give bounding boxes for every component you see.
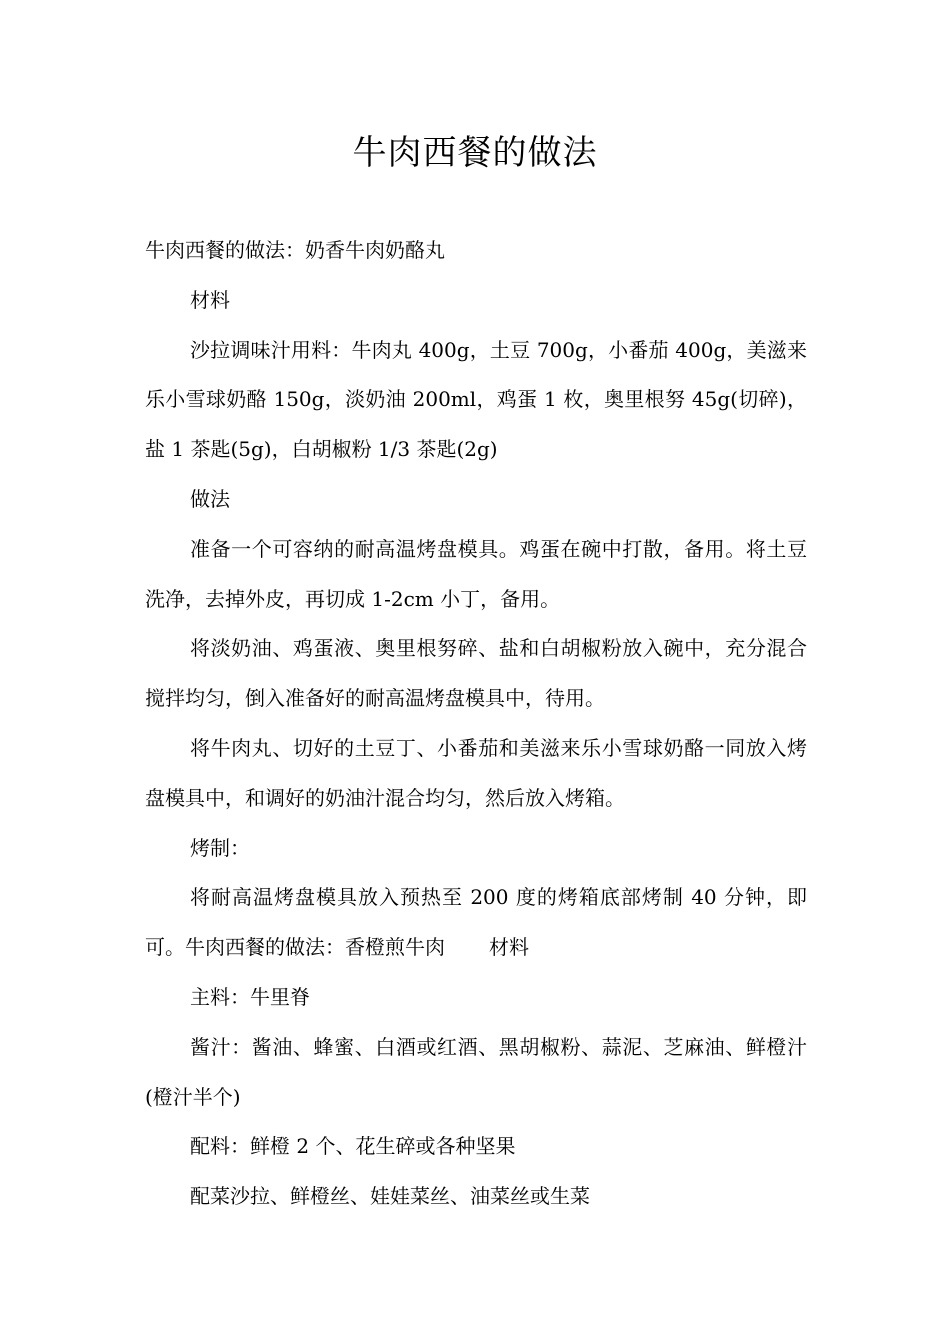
- paragraph-11: 酱汁：酱油、蜂蜜、白酒或红酒、黑胡椒粉、蒜泥、芝麻油、鲜橙汁(橙汁半个): [145, 1034, 807, 1109]
- paragraph-1: 牛肉西餐的做法：奶香牛肉奶酪丸: [145, 238, 445, 262]
- paragraph-3: 沙拉调味汁用料：牛肉丸 400g，土豆 700g，小番茄 400g，美滋来乐小雪球奶酪 150g，淡奶油 200ml，鸡蛋 1 枚，奥里根努 45g(切碎)，盐 1 茶匙(5g)，白胡椒粉 1/3 茶匙(2g): [145, 337, 807, 462]
- paragraph-12: 配料：鲜橙 2 个、花生碎或各种坚果: [190, 1134, 516, 1159]
- paragraph-9-text: 将耐高温烤盘模具放入预热至 200 度的烤箱底部烤制 40 分钟，即可。牛肉西餐的做法：香橙煎牛肉: [145, 885, 807, 960]
- paragraph-6: 将淡奶油、鸡蛋液、奥里根努碎、盐和白胡椒粉放入碗中，充分混合搅拌均匀，倒入准备好的耐高温烤盘模具中，待用。: [145, 636, 807, 711]
- document-title: 牛肉西餐的做法: [352, 133, 598, 173]
- document-body: [145, 226, 807, 1222]
- paragraph-2: 材料: [190, 287, 230, 312]
- paragraph-8: 烤制：: [190, 835, 250, 860]
- paragraph-5: 准备一个可容纳的耐高温烤盘模具。鸡蛋在碗中打散，备用。将土豆洗净，去掉外皮，再切成 1-2cm 小丁，备用。: [145, 536, 807, 611]
- paragraph-9: [145, 873, 807, 973]
- paragraph-13: 配菜沙拉、鲜橙丝、娃娃菜丝、油菜丝或生菜: [190, 1184, 590, 1209]
- paragraph-9-tail: 材料: [489, 935, 529, 960]
- paragraph-4: 做法: [190, 486, 230, 511]
- paragraph-7: 将牛肉丸、切好的土豆丁、小番茄和美滋来乐小雪球奶酪一同放入烤盘模具中，和调好的奶油汁混合均匀，然后放入烤箱。: [145, 735, 807, 810]
- paragraph-10: 主料：牛里脊: [190, 984, 310, 1009]
